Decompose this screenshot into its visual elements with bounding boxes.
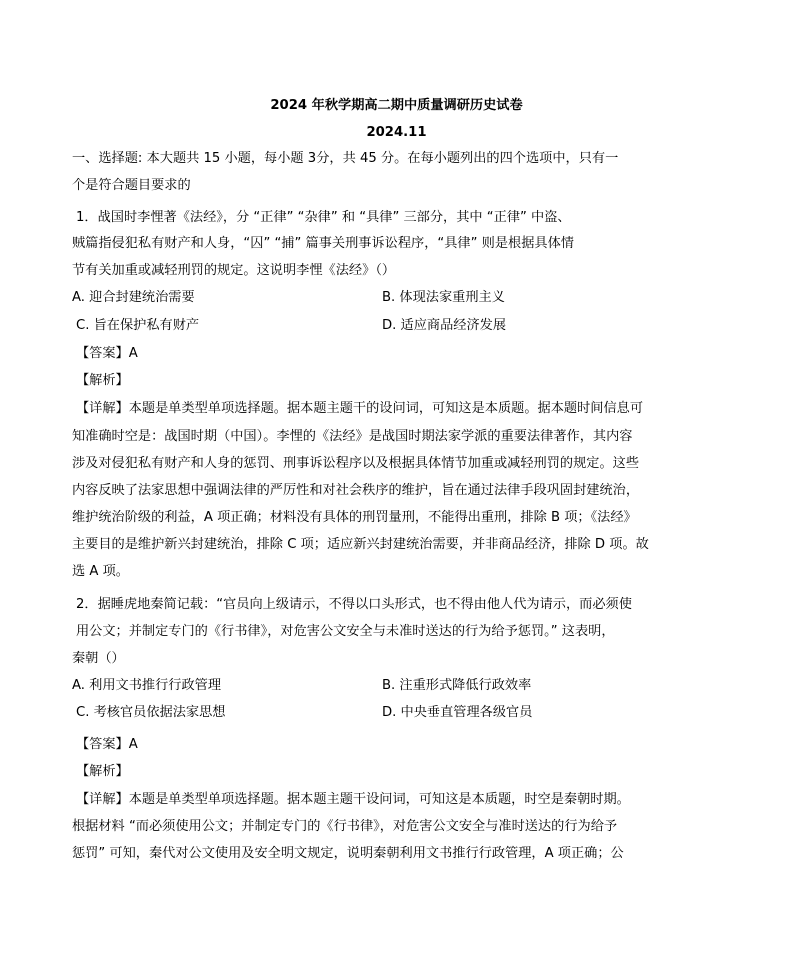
question-1-detail-line-6: 主要目的是维护新兴封建统治，排除 C 项；适应新兴封建统治需要，并非商品经济，排除 D 项。故 xyxy=(72,537,649,552)
question-1-detail-line-7: 选 A 项。 xyxy=(72,564,129,579)
question-1-detail-line-2: 知准确时空是：战国时期（中国）。李悝的《法经》是战国时期法家学派的重要法律著作，其内容 xyxy=(72,429,633,444)
section-header-line-2: 个是符合题目要求的 xyxy=(72,178,191,193)
question-1-option-d: D. 适应商品经济发展 xyxy=(382,318,507,333)
question-2-option-a: A. 利用文书推行行政管理 xyxy=(72,678,222,693)
question-2-stem-line-3: 秦朝（） xyxy=(72,651,125,666)
exam-title: 2024 年秋学期高二期中质量调研历史试卷 xyxy=(270,98,523,113)
exam-date: 2024.11 xyxy=(366,125,427,140)
question-1-detail-line-3: 涉及对侵犯私有财产和人身的惩罚、刑事诉讼程序以及根据具体情节加重或减轻刑罚的规定。这些 xyxy=(72,456,640,471)
question-2-option-c: C. 考核官员依据法家思想 xyxy=(76,705,226,720)
question-2-analysis-label: 【解析】 xyxy=(76,764,129,779)
question-1-stem-line-1: 1．战国时李悝著《法经》，分 “正律” “杂律” 和 “具律” 三部分，其中 “正律” 中盗、 xyxy=(76,210,571,225)
question-2-stem-line-2: 用公文；并制定专门的《行书律》，对危害公文安全与未准时送达的行为给予惩罚。” 这表明， xyxy=(76,624,615,639)
question-1-option-c: C. 旨在保护私有财产 xyxy=(76,318,200,333)
question-1-detail-line-1: 【详解】本题是单类型单项选择题。据本题主题干的设问词，可知这是本质题。据本题时间信息可 xyxy=(76,401,644,416)
question-2-detail-line-2: 根据材料 “而必须使用公文；并制定专门的《行书律》，对危害公文安全与准时送达的行为给予 xyxy=(72,819,618,834)
question-2-option-d: D. 中央垂直管理各级官员 xyxy=(382,705,533,720)
question-1-stem-line-3: 节有关加重或减轻刑罚的规定。这说明李悝《法经》（） xyxy=(72,263,396,278)
section-header-line-1: 一、选择题: 本大题共 15 小题，每小题 3分，共 45 分。在每小题列出的四个选项中，只有一 xyxy=(72,151,619,166)
question-1-option-a: A. 迎合封建统治需要 xyxy=(72,290,195,305)
question-1-detail-line-5: 维护统治阶级的利益，A 项正确；材料没有具体的刑罚量刑，不能得出重刑，排除 B 项；《法经》 xyxy=(72,510,637,525)
question-1-stem-line-2: 贼篇指侵犯私有财产和人身，“囚” “捕” 篇事关刑事诉讼程序，“具律” 则是根据具体情 xyxy=(72,236,574,251)
question-2-option-b: B. 注重形式降低行政效率 xyxy=(382,678,532,693)
question-1-detail-line-4: 内容反映了法家思想中强调法律的严厉性和对社会秩序的维护，旨在通过法律手段巩固封建统治， xyxy=(72,483,640,498)
question-2-detail-line-1: 【详解】本题是单类型单项选择题。据本题主题干设问词，可知这是本质题，时空是秦朝时期。 xyxy=(76,792,630,807)
question-1-answer: 【答案】A xyxy=(76,346,138,361)
question-2-stem-line-1: 2．据睡虎地秦简记载：“官员向上级请示，不得以口头形式，也不得由他人代为请示，而必须使 xyxy=(76,597,632,612)
question-1-analysis-label: 【解析】 xyxy=(76,373,129,388)
question-1-option-b: B. 体现法家重刑主义 xyxy=(382,290,505,305)
question-2-answer: 【答案】A xyxy=(76,737,138,752)
question-2-detail-line-3: 惩罚” 可知，秦代对公文使用及安全明文规定，说明秦朝利用文书推行行政管理，A 项正确；公 xyxy=(72,846,624,861)
